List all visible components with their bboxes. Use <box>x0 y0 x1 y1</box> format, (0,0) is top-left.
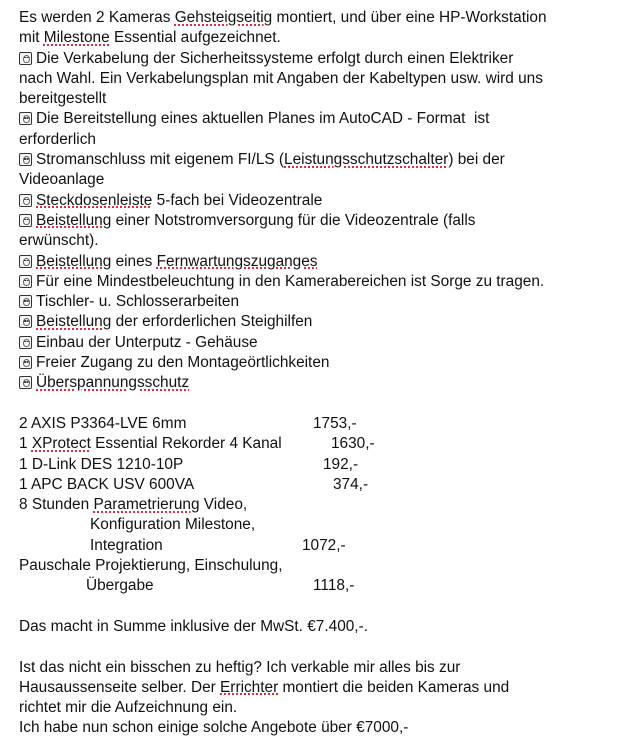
checkbox-glyph-icon <box>19 255 32 268</box>
requirement-text: Die Verkabelung der Sicherheitssysteme erfolgt durch einen Elektriker <box>36 49 514 67</box>
blank-line <box>19 637 609 657</box>
quote-item-continuation <box>19 536 609 556</box>
requirement-item <box>19 109 609 129</box>
misspelled-word[interactable]: XProtect <box>31 435 91 453</box>
item-description: Übergabe <box>86 577 154 595</box>
blank-line <box>19 394 609 414</box>
requirement-item <box>19 252 609 272</box>
checkbox-glyph-icon <box>19 336 32 349</box>
quote-item-continuation <box>19 576 609 596</box>
requirement-item <box>19 191 609 211</box>
quote-item <box>19 414 609 434</box>
checkbox-glyph-icon <box>19 214 32 227</box>
text: mit <box>19 29 44 47</box>
misspelled-word[interactable]: Gehsteigseitig <box>174 9 273 26</box>
checkbox-glyph-icon <box>19 194 32 207</box>
checkbox-glyph-icon <box>19 295 32 308</box>
text: montiert die beiden Kameras und <box>278 678 510 696</box>
requirement-item <box>19 353 609 373</box>
misspelled-word[interactable]: Leistungsschutzschalter <box>284 151 449 169</box>
blank-line <box>19 597 609 617</box>
checkbox-glyph-icon <box>19 275 32 288</box>
misspelled-word[interactable]: Steckdosenleiste <box>36 191 153 209</box>
text: Hausaussenseite selber. Der <box>19 678 221 696</box>
quote-item: Pauschale Projektierung, Einschulung, <box>19 557 283 575</box>
requirement-item <box>19 292 609 312</box>
checkbox-glyph-icon <box>19 376 32 389</box>
misspelled-word[interactable]: Beistellung <box>36 252 112 270</box>
checkbox-glyph-icon <box>19 356 32 369</box>
item-description: 2 AXIS P3364-LVE 6mm <box>19 414 187 432</box>
requirement-continuation: erwünscht). <box>19 232 99 250</box>
misspelled-word[interactable]: Überspannungsschutz <box>36 374 190 392</box>
requirement-text: eines <box>111 252 157 270</box>
closing-line-4: Ich habe nun schon einige solche Angebote über €7000,- <box>19 719 409 737</box>
text: Es werden 2 Kameras <box>19 9 175 26</box>
misspelled-word[interactable]: Fernwartungszuganges <box>156 252 318 270</box>
misspelled-word[interactable]: Beistellung <box>36 211 112 229</box>
closing-line-3: richtet mir die Aufzeichnung ein. <box>19 699 238 717</box>
requirement-text: der erforderlichen Steighilfen <box>111 313 313 331</box>
item-price: 1630,- <box>331 435 375 453</box>
requirement-item <box>19 150 609 170</box>
requirement-continuation: Videoanlage <box>19 171 105 189</box>
item-description: 1 <box>19 435 32 453</box>
total-line: Das macht in Summe inklusive der MwSt. €7.400,-. <box>19 617 368 635</box>
requirement-text: Freier Zugang zu den Montageörtlichkeiten <box>36 354 330 372</box>
closing-line-2 <box>19 678 609 698</box>
checkbox-glyph-icon <box>19 52 32 65</box>
item-description: Video, <box>199 496 248 514</box>
misspelled-word[interactable]: Errichter <box>220 678 279 696</box>
item-price: 1072,- <box>302 536 346 554</box>
checkbox-glyph-icon <box>19 315 32 328</box>
quote-item <box>19 455 609 475</box>
item-price: 1753,- <box>313 414 357 432</box>
requirement-text: Einbau der Unterputz - Gehäuse <box>36 333 258 351</box>
item-description: 1 APC BACK USV 600VA <box>19 475 195 493</box>
misspelled-word[interactable]: Milestone <box>43 29 110 47</box>
text: montiert, und über eine HP-Workstation <box>272 9 547 26</box>
closing-line-1: Ist das nicht ein bisschen zu heftig? Ich verkable mir alles bis zur <box>19 658 461 676</box>
text: Essential aufgezeichnet. <box>109 29 281 47</box>
requirement-item <box>19 211 609 231</box>
requirement-item <box>19 312 609 332</box>
requirement-continuation: nach Wahl. Ein Verkabelungsplan mit Angaben der Kabeltypen usw. wird uns <box>19 69 543 87</box>
item-description: 1 D-Link DES 1210-10P <box>19 455 184 473</box>
requirement-item <box>19 49 609 69</box>
quote-item-continuation: Konfiguration Milestone, <box>90 516 256 534</box>
requirement-text: einer Notstromversorgung für die Videozentrale (falls <box>111 211 476 229</box>
requirement-item <box>19 373 609 393</box>
requirement-text: Stromanschluss mit eigenem FI/LS ( <box>36 151 285 169</box>
item-description: 8 Stunden <box>19 496 94 514</box>
item-price: 1118,- <box>313 577 355 595</box>
requirement-item <box>19 272 609 292</box>
requirement-text: Die Bereitstellung eines aktuellen Planes im AutoCAD - Format ist <box>36 110 490 128</box>
checkbox-glyph-icon <box>19 153 32 166</box>
misspelled-word[interactable]: Parametrierung <box>93 496 200 514</box>
requirement-text: 5-fach bei Videozentrale <box>152 191 323 209</box>
requirement-text: Tischler- u. Schlosserarbeiten <box>36 293 240 311</box>
requirement-continuation: bereitgestellt <box>19 90 107 108</box>
requirement-text: Für eine Mindestbeleuchtung in den Kamerabereichen ist Sorge zu tragen. <box>36 272 545 290</box>
item-description: Essential Rekorder 4 Kanal <box>90 435 282 453</box>
quote-item <box>19 475 609 495</box>
requirement-continuation: erforderlich <box>19 130 96 148</box>
item-description: Integration <box>90 536 163 554</box>
document-body <box>19 8 609 739</box>
quote-item <box>19 495 609 515</box>
misspelled-word[interactable]: Beistellung <box>36 313 112 331</box>
intro-line-1 <box>19 8 609 28</box>
item-price: 192,- <box>323 455 359 473</box>
item-price: 374,- <box>333 475 369 493</box>
quote-item <box>19 434 609 454</box>
requirement-item <box>19 333 609 353</box>
requirement-text: ) bei der <box>448 151 505 169</box>
checkbox-glyph-icon <box>19 112 32 125</box>
intro-line-2 <box>19 28 609 48</box>
